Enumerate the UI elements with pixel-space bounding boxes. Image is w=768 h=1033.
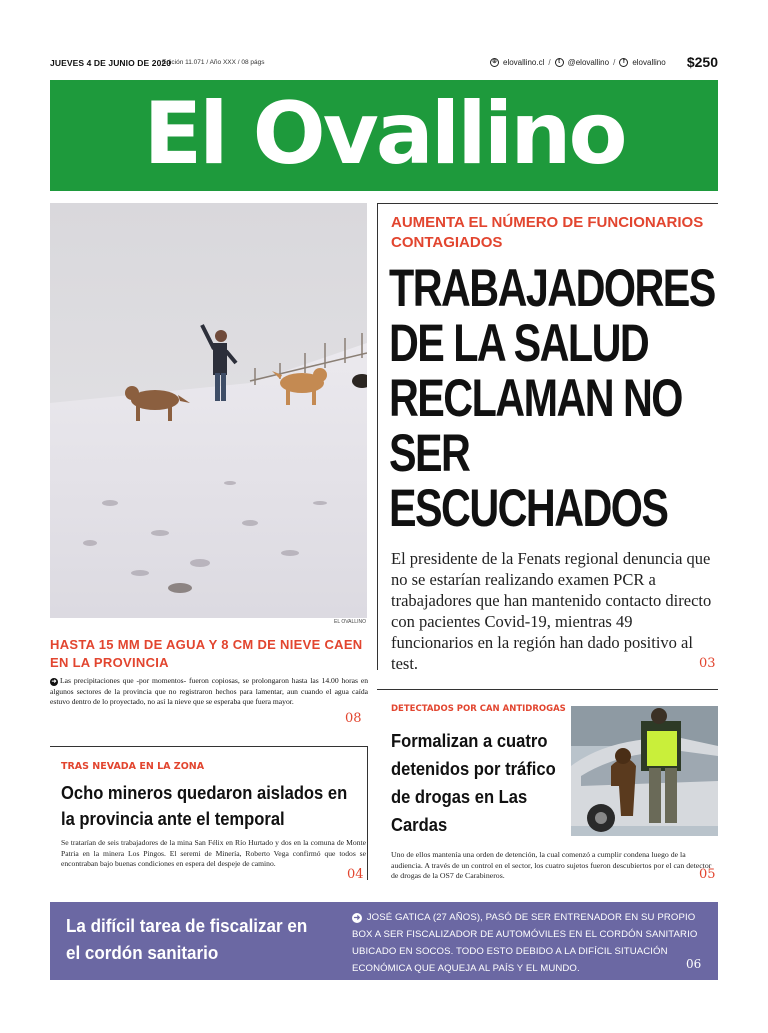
main-page-number: 03 <box>699 656 716 671</box>
drug-body: Uno de ellos mantenía una orden de detención, la cual comenzó a cumplir condena luego de la audiencia. A través de un control en el sector, los cuatro sujetos fueron descubiertos por el can detector de drogas de la OS7 de Carabineros. <box>391 850 712 880</box>
social-links <box>490 58 666 67</box>
edition-info: Edición 11.071 / Año XXX / 08 págs <box>162 59 265 66</box>
twitter-icon: t <box>555 58 564 67</box>
price: $250 <box>686 54 718 70</box>
separator: / <box>548 58 551 67</box>
main-kicker: AUMENTA EL NÚMERO DE FUNCIONARIOS CONTAGIADOS <box>391 214 704 251</box>
divider <box>377 203 718 204</box>
arrow-right-icon: ➜ <box>353 913 361 922</box>
drug-headline[interactable]: Formalizan a cuatro detenidos por tráfico de drogas en Las Cardas <box>391 731 556 835</box>
drug-photo <box>571 706 718 836</box>
main-deck: El presidente de la Fenats regional denuncia que no se estarían realizando examen PCR a trabajadores que han mantenido contacto directo con pacientes Covid-19, mientras 49 funcionarios en la región han dado positivo al test. <box>391 549 712 673</box>
snow-body-text: Las precipitaciones que -por momentos- fueron copiosas, se prolongaron hasta las 14.00 horas en algunos sectores de la provincia que no registraron hechos para lamentar, aun cuando el agua caída estuvo dentro de lo proyectado, no así la nieve que se esperaba que fuera mayor. <box>50 676 368 706</box>
snow-body <box>50 676 368 708</box>
top-bar <box>50 54 718 72</box>
banner-page-number: 06 <box>686 957 702 971</box>
divider <box>377 203 378 670</box>
drug-kicker: DETECTADOS POR CAN ANTIDROGAS <box>391 704 566 714</box>
miners-page-number: 04 <box>347 867 364 882</box>
twitter-link[interactable]: @elovallino <box>567 58 610 67</box>
main-headline[interactable]: TRABAJADORES DE LA SALUD RECLAMAN NO SER ESCUCHADOS <box>389 259 715 538</box>
snow-page-number: 08 <box>345 711 362 726</box>
snow-photo <box>50 203 367 618</box>
facebook-icon: f <box>619 58 628 67</box>
website-link[interactable]: elovallino.cl <box>503 58 545 67</box>
snow-headline[interactable]: HASTA 15 MM DE AGUA Y 8 CM DE NIEVE CAEN EN LA PROVINCIA <box>50 637 363 670</box>
miners-kicker: TRAS NEVADA EN LA ZONA <box>61 761 205 772</box>
miners-body: Se tratarían de seis trabajadores de la mina San Félix en Río Hurtado y dos en la comuna de Monte Patria en la minera Los Pingos. El seremi de Minería, Roberto Vega confirmó que todos se encontraban bajo buenas condiciones en espera del despeje de camino. <box>61 838 366 868</box>
banner-headline[interactable]: La difícil tarea de fiscalizar en el cordón sanitario <box>66 915 308 963</box>
facebook-link[interactable]: elovallino <box>632 58 666 67</box>
divider <box>50 746 368 747</box>
banner-body <box>352 909 707 977</box>
miners-headline[interactable]: Ocho mineros quedaron aislados en la provincia ante el temporal <box>61 783 348 829</box>
separator: / <box>613 58 616 67</box>
issue-date: JUEVES 4 DE JUNIO DE 2020 <box>50 58 172 68</box>
divider <box>367 746 368 880</box>
arrow-right-icon: ➜ <box>51 679 57 685</box>
drug-page-number: 05 <box>699 867 716 882</box>
divider <box>377 689 718 690</box>
globe-icon: ⊕ <box>491 59 498 65</box>
newspaper-title: El Ovallino <box>143 84 625 184</box>
banner-body-text: JOSÉ GATICA (27 AÑOS), PASÓ DE SER ENTRENADOR EN SU PROPIO BOX A SER FISCALIZADOR DE AUTOMÓVILES EN EL CORDÓN SANITARIO UBICADO EN SOCOS. TODO ESTO DEBIDO A LA DIFÍCIL SITUACIÓN ECONÓMICA QUE AQUEJA AL PAÍS Y EL MUNDO. <box>352 912 698 974</box>
masthead <box>50 80 718 191</box>
photo-credit: EL OVALLINO <box>334 619 366 625</box>
